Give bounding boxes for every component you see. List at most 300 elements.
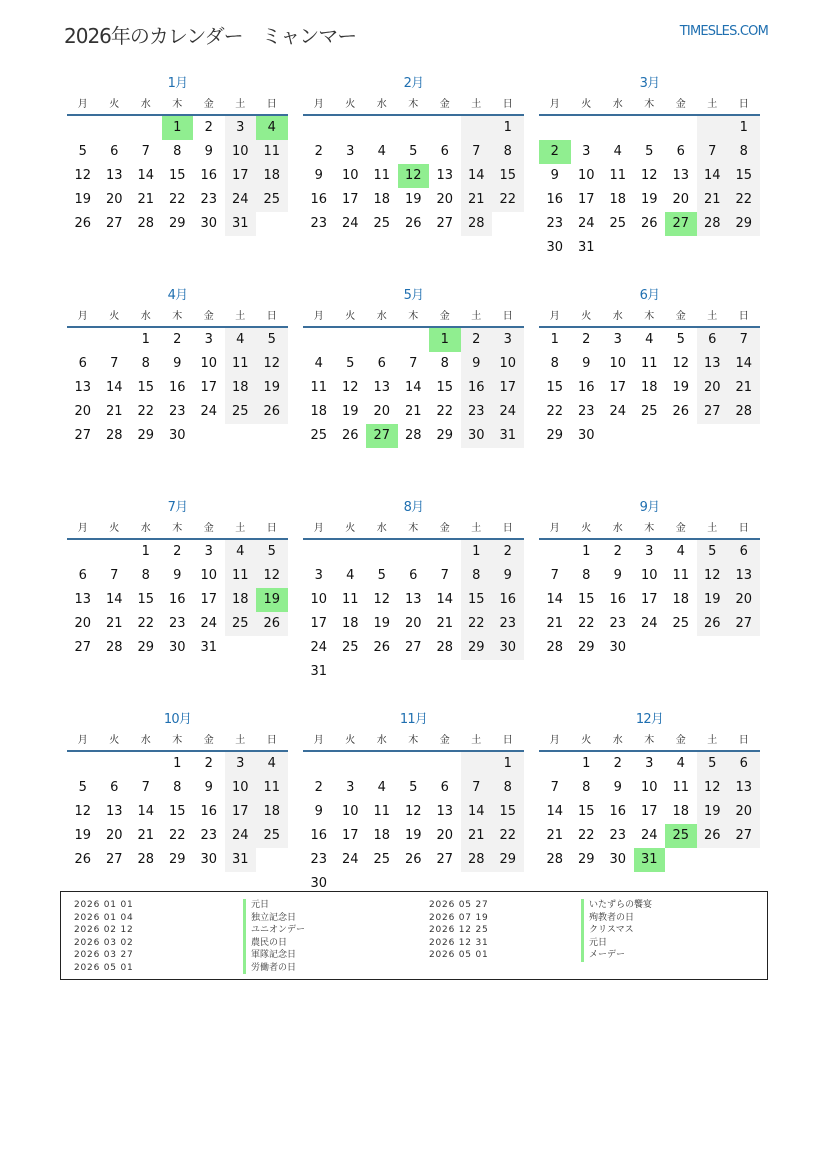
weekday-label: 日 bbox=[738, 99, 749, 110]
day-cell: 1 bbox=[141, 544, 150, 559]
day-cell: 13 bbox=[74, 592, 92, 607]
month-block bbox=[67, 74, 288, 286]
weekday-label: 月 bbox=[313, 99, 324, 110]
weekday-label: 水 bbox=[376, 523, 387, 534]
weekday-header bbox=[539, 306, 760, 328]
month-title: 3月 bbox=[639, 76, 660, 91]
day-cell: 22 bbox=[577, 828, 595, 843]
day-cell: 17 bbox=[492, 376, 524, 400]
holiday-date: 2026 03 27 bbox=[74, 950, 134, 960]
weekday-label: 土 bbox=[235, 311, 246, 322]
day-cell: 30 bbox=[168, 428, 186, 443]
day-cell: 18 bbox=[609, 192, 627, 207]
empty-cell bbox=[665, 116, 697, 140]
month-title: 5月 bbox=[403, 288, 424, 303]
month-block bbox=[67, 286, 288, 498]
day-cell: 26 bbox=[404, 216, 422, 231]
day-cell: 23 bbox=[577, 404, 595, 419]
day-cell: 7 bbox=[550, 780, 559, 795]
empty-cell bbox=[130, 116, 162, 140]
day-cell: 14 bbox=[728, 352, 760, 376]
day-cell: 23 bbox=[310, 216, 328, 231]
day-cell: 29 bbox=[577, 852, 595, 867]
weekday-label: 日 bbox=[266, 523, 277, 534]
weekday-label: 日 bbox=[738, 735, 749, 746]
weekday-label: 水 bbox=[612, 99, 623, 110]
day-cell: 16 bbox=[609, 592, 627, 607]
day-cell: 3 bbox=[225, 752, 257, 776]
weekday-label: 日 bbox=[738, 311, 749, 322]
weekday-label: 月 bbox=[313, 311, 324, 322]
day-cell: 28 bbox=[137, 852, 155, 867]
day-cell: 6 bbox=[377, 356, 386, 371]
month-block bbox=[303, 74, 524, 286]
day-cell: 21 bbox=[105, 404, 123, 419]
day-cell: 15 bbox=[168, 168, 186, 183]
day-cell: 30 bbox=[461, 424, 493, 448]
month-block bbox=[67, 498, 288, 710]
day-cell: 19 bbox=[404, 828, 422, 843]
day-cell: 2 bbox=[204, 756, 213, 771]
weekday-label: 土 bbox=[471, 99, 482, 110]
day-cell: 18 bbox=[640, 380, 658, 395]
weekday-label: 木 bbox=[408, 311, 419, 322]
day-grid bbox=[303, 752, 524, 896]
weekday-label: 日 bbox=[502, 99, 513, 110]
day-cell: 5 bbox=[256, 328, 288, 352]
day-cell: 16 bbox=[461, 376, 493, 400]
day-cell: 23 bbox=[609, 828, 627, 843]
day-cell: 30 bbox=[168, 640, 186, 655]
day-cell: 26 bbox=[697, 612, 729, 636]
day-cell: 24 bbox=[225, 188, 257, 212]
day-cell: 20 bbox=[105, 828, 123, 843]
day-cell: 4 bbox=[645, 332, 654, 347]
day-cell: 15 bbox=[728, 164, 760, 188]
day-cell: 11 bbox=[373, 804, 391, 819]
day-cell: 4 bbox=[377, 144, 386, 159]
day-cell: 17 bbox=[609, 380, 627, 395]
day-cell: 18 bbox=[341, 616, 359, 631]
day-cell: 5 bbox=[377, 568, 386, 583]
weekday-header bbox=[303, 730, 524, 752]
day-cell: 22 bbox=[436, 404, 454, 419]
weekday-label: 木 bbox=[408, 735, 419, 746]
weekday-label: 土 bbox=[235, 99, 246, 110]
day-cell: 25 bbox=[341, 640, 359, 655]
weekday-label: 金 bbox=[203, 311, 214, 322]
day-grid bbox=[67, 328, 288, 448]
day-cell: 25 bbox=[373, 216, 391, 231]
day-cell: 3 bbox=[346, 780, 355, 795]
day-cell: 17 bbox=[225, 800, 257, 824]
day-cell: 18 bbox=[373, 828, 391, 843]
day-cell: 10 bbox=[225, 776, 257, 800]
day-cell: 9 bbox=[314, 168, 323, 183]
day-cell: 23 bbox=[200, 828, 218, 843]
day-cell: 10 bbox=[640, 568, 658, 583]
day-cell: 6 bbox=[676, 144, 685, 159]
holiday-name: 農民の日 bbox=[243, 937, 305, 950]
day-cell: 12 bbox=[697, 776, 729, 800]
weekday-label: 火 bbox=[581, 735, 592, 746]
day-cell: 26 bbox=[373, 640, 391, 655]
weekday-header bbox=[303, 518, 524, 540]
day-cell: 27 bbox=[74, 640, 92, 655]
day-cell: 1 bbox=[582, 756, 591, 771]
empty-cell bbox=[335, 540, 367, 564]
holiday-day-cell: 25 bbox=[665, 824, 697, 848]
day-cell: 8 bbox=[173, 780, 182, 795]
day-cell: 10 bbox=[341, 804, 359, 819]
day-cell: 4 bbox=[613, 144, 622, 159]
calendar-grid bbox=[67, 74, 761, 922]
holiday-date: 2026 01 04 bbox=[74, 912, 134, 923]
day-cell: 5 bbox=[676, 332, 685, 347]
holiday-date: 2026 03 02 bbox=[74, 937, 134, 948]
day-cell: 22 bbox=[728, 188, 760, 212]
weekday-label: 金 bbox=[675, 311, 686, 322]
holiday-day-cell: 1 bbox=[429, 328, 461, 352]
day-cell: 25 bbox=[609, 216, 627, 231]
day-cell: 20 bbox=[436, 828, 454, 843]
day-cell: 12 bbox=[256, 564, 288, 588]
day-cell: 15 bbox=[546, 380, 564, 395]
empty-cell bbox=[571, 116, 603, 140]
day-cell: 11 bbox=[672, 780, 690, 795]
day-cell: 27 bbox=[105, 216, 123, 231]
day-cell: 12 bbox=[74, 168, 92, 183]
day-cell: 13 bbox=[436, 168, 454, 183]
day-cell: 3 bbox=[645, 756, 654, 771]
day-cell: 14 bbox=[404, 380, 422, 395]
day-cell: 5 bbox=[697, 752, 729, 776]
day-cell: 7 bbox=[697, 140, 729, 164]
day-cell: 9 bbox=[173, 568, 182, 583]
day-cell: 23 bbox=[200, 192, 218, 207]
day-cell: 19 bbox=[697, 800, 729, 824]
holiday-name: ユニオンデー bbox=[243, 924, 305, 937]
day-cell: 1 bbox=[141, 332, 150, 347]
day-cell: 25 bbox=[672, 616, 690, 631]
empty-cell bbox=[99, 328, 131, 352]
day-cell: 6 bbox=[78, 356, 87, 371]
day-cell: 21 bbox=[404, 404, 422, 419]
day-cell: 31 bbox=[577, 240, 595, 255]
day-cell: 26 bbox=[697, 824, 729, 848]
day-cell: 7 bbox=[461, 140, 493, 164]
day-cell: 21 bbox=[436, 616, 454, 631]
weekday-header bbox=[303, 306, 524, 328]
day-cell: 16 bbox=[609, 804, 627, 819]
weekday-label: 木 bbox=[172, 523, 183, 534]
day-cell: 15 bbox=[577, 592, 595, 607]
day-cell: 6 bbox=[440, 144, 449, 159]
month-title: 2月 bbox=[403, 76, 424, 91]
weekday-label: 月 bbox=[549, 735, 560, 746]
day-cell: 26 bbox=[74, 852, 92, 867]
day-cell: 13 bbox=[672, 168, 690, 183]
day-cell: 2 bbox=[204, 120, 213, 135]
day-cell: 11 bbox=[310, 380, 328, 395]
day-cell: 16 bbox=[168, 380, 186, 395]
month-title: 10月 bbox=[163, 712, 192, 727]
weekday-label: 土 bbox=[707, 311, 718, 322]
day-cell: 16 bbox=[168, 592, 186, 607]
day-cell: 31 bbox=[225, 212, 257, 236]
holiday-name: 殉教者の日 bbox=[581, 912, 652, 925]
day-cell: 22 bbox=[168, 828, 186, 843]
day-cell: 6 bbox=[78, 568, 87, 583]
day-cell: 18 bbox=[672, 592, 690, 607]
day-cell: 8 bbox=[440, 356, 449, 371]
day-cell: 7 bbox=[409, 356, 418, 371]
day-cell: 30 bbox=[200, 216, 218, 231]
day-cell: 19 bbox=[74, 192, 92, 207]
day-cell: 19 bbox=[404, 192, 422, 207]
empty-cell bbox=[130, 752, 162, 776]
holiday-day-cell: 12 bbox=[398, 164, 430, 188]
day-cell: 1 bbox=[492, 116, 524, 140]
day-cell: 9 bbox=[173, 356, 182, 371]
day-cell: 15 bbox=[577, 804, 595, 819]
empty-cell bbox=[303, 540, 335, 564]
day-cell: 5 bbox=[346, 356, 355, 371]
day-cell: 26 bbox=[341, 428, 359, 443]
day-cell: 13 bbox=[105, 168, 123, 183]
day-cell: 18 bbox=[310, 404, 328, 419]
day-cell: 13 bbox=[436, 804, 454, 819]
weekday-label: 土 bbox=[235, 735, 246, 746]
day-cell: 2 bbox=[173, 544, 182, 559]
holiday-name: 元日 bbox=[581, 937, 652, 950]
day-cell: 10 bbox=[200, 568, 218, 583]
day-cell: 28 bbox=[546, 640, 564, 655]
empty-cell bbox=[99, 540, 131, 564]
holiday-date: 2026 02 12 bbox=[74, 925, 134, 935]
day-cell: 19 bbox=[341, 404, 359, 419]
empty-cell bbox=[67, 328, 99, 352]
weekday-label: 日 bbox=[738, 523, 749, 534]
month-title: 1月 bbox=[167, 76, 188, 91]
month-block bbox=[539, 498, 760, 710]
weekday-label: 火 bbox=[581, 523, 592, 534]
day-cell: 15 bbox=[137, 380, 155, 395]
day-cell: 29 bbox=[436, 428, 454, 443]
day-cell: 30 bbox=[609, 852, 627, 867]
day-cell: 14 bbox=[546, 804, 564, 819]
day-cell: 22 bbox=[461, 612, 493, 636]
day-cell: 6 bbox=[697, 328, 729, 352]
weekday-label: 火 bbox=[109, 735, 120, 746]
day-cell: 7 bbox=[440, 568, 449, 583]
day-cell: 3 bbox=[582, 144, 591, 159]
weekday-label: 月 bbox=[313, 735, 324, 746]
month-title: 6月 bbox=[639, 288, 660, 303]
day-cell: 15 bbox=[168, 804, 186, 819]
weekday-label: 金 bbox=[675, 523, 686, 534]
day-cell: 8 bbox=[728, 140, 760, 164]
day-cell: 25 bbox=[640, 404, 658, 419]
holiday-names-left bbox=[243, 899, 305, 974]
weekday-label: 日 bbox=[266, 311, 277, 322]
holiday-name: 元日 bbox=[243, 899, 305, 912]
weekday-label: 土 bbox=[235, 523, 246, 534]
day-cell: 1 bbox=[492, 752, 524, 776]
day-cell: 28 bbox=[436, 640, 454, 655]
day-grid bbox=[67, 752, 288, 872]
day-cell: 4 bbox=[676, 544, 685, 559]
day-cell: 20 bbox=[404, 616, 422, 631]
weekday-label: 水 bbox=[612, 523, 623, 534]
day-cell: 29 bbox=[546, 428, 564, 443]
day-cell: 4 bbox=[676, 756, 685, 771]
day-cell: 23 bbox=[168, 404, 186, 419]
weekday-label: 土 bbox=[471, 311, 482, 322]
weekday-label: 金 bbox=[675, 99, 686, 110]
day-cell: 12 bbox=[256, 352, 288, 376]
day-cell: 8 bbox=[141, 356, 150, 371]
day-cell: 11 bbox=[256, 140, 288, 164]
day-cell: 13 bbox=[74, 380, 92, 395]
day-cell: 10 bbox=[200, 356, 218, 371]
empty-cell bbox=[335, 116, 367, 140]
holiday-dates-right bbox=[429, 899, 489, 962]
month-title: 11月 bbox=[399, 712, 428, 727]
day-cell: 10 bbox=[609, 356, 627, 371]
empty-cell bbox=[67, 752, 99, 776]
empty-cell bbox=[539, 116, 571, 140]
holiday-day-cell: 19 bbox=[256, 588, 288, 612]
day-cell: 15 bbox=[492, 800, 524, 824]
day-cell: 18 bbox=[256, 164, 288, 188]
weekday-label: 月 bbox=[77, 311, 88, 322]
day-cell: 17 bbox=[341, 192, 359, 207]
day-cell: 20 bbox=[74, 404, 92, 419]
day-cell: 3 bbox=[613, 332, 622, 347]
day-cell: 24 bbox=[341, 216, 359, 231]
holiday-day-cell: 2 bbox=[539, 140, 571, 164]
weekday-label: 日 bbox=[266, 99, 277, 110]
day-cell: 10 bbox=[341, 168, 359, 183]
day-cell: 2 bbox=[582, 332, 591, 347]
day-cell: 17 bbox=[310, 616, 328, 631]
day-cell: 27 bbox=[74, 428, 92, 443]
holiday-date: 2026 12 31 bbox=[429, 937, 489, 948]
day-cell: 14 bbox=[546, 592, 564, 607]
day-cell: 11 bbox=[225, 352, 257, 376]
day-cell: 9 bbox=[492, 564, 524, 588]
empty-cell bbox=[398, 752, 430, 776]
day-cell: 21 bbox=[546, 828, 564, 843]
day-cell: 15 bbox=[137, 592, 155, 607]
day-cell: 3 bbox=[346, 144, 355, 159]
weekday-label: 水 bbox=[612, 735, 623, 746]
day-cell: 18 bbox=[256, 800, 288, 824]
day-cell: 2 bbox=[492, 540, 524, 564]
day-cell: 27 bbox=[697, 400, 729, 424]
weekday-label: 金 bbox=[203, 99, 214, 110]
weekday-label: 木 bbox=[644, 311, 655, 322]
weekday-label: 土 bbox=[471, 735, 482, 746]
day-cell: 9 bbox=[613, 780, 622, 795]
day-cell: 31 bbox=[492, 424, 524, 448]
day-cell: 29 bbox=[577, 640, 595, 655]
month-title: 9月 bbox=[639, 500, 660, 515]
holiday-day-cell: 4 bbox=[256, 116, 288, 140]
day-cell: 28 bbox=[546, 852, 564, 867]
day-cell: 23 bbox=[546, 216, 564, 231]
empty-cell bbox=[99, 116, 131, 140]
brand-link[interactable]: TIMESLES.COM bbox=[679, 24, 768, 39]
weekday-label: 水 bbox=[376, 311, 387, 322]
day-cell: 26 bbox=[404, 852, 422, 867]
weekday-label: 火 bbox=[581, 99, 592, 110]
day-cell: 14 bbox=[461, 800, 493, 824]
day-cell: 23 bbox=[168, 616, 186, 631]
empty-cell bbox=[429, 116, 461, 140]
weekday-label: 月 bbox=[549, 311, 560, 322]
day-cell: 11 bbox=[225, 564, 257, 588]
holiday-day-cell: 27 bbox=[366, 424, 398, 448]
empty-cell bbox=[366, 752, 398, 776]
day-cell: 2 bbox=[461, 328, 493, 352]
holiday-date: 2026 05 27 bbox=[429, 900, 489, 910]
day-cell: 21 bbox=[728, 376, 760, 400]
day-cell: 25 bbox=[225, 400, 257, 424]
day-cell: 3 bbox=[225, 116, 257, 140]
day-cell: 10 bbox=[310, 592, 328, 607]
weekday-label: 水 bbox=[140, 311, 151, 322]
day-cell: 10 bbox=[225, 140, 257, 164]
weekday-header bbox=[303, 94, 524, 116]
day-cell: 18 bbox=[225, 588, 257, 612]
day-cell: 9 bbox=[461, 352, 493, 376]
day-cell: 22 bbox=[492, 824, 524, 848]
day-cell: 1 bbox=[728, 116, 760, 140]
month-block bbox=[539, 74, 760, 286]
day-cell: 19 bbox=[640, 192, 658, 207]
day-grid bbox=[303, 540, 524, 684]
weekday-label: 月 bbox=[77, 735, 88, 746]
day-cell: 28 bbox=[137, 216, 155, 231]
empty-cell bbox=[539, 540, 571, 564]
day-cell: 28 bbox=[461, 212, 493, 236]
day-cell: 8 bbox=[582, 780, 591, 795]
day-cell: 22 bbox=[546, 404, 564, 419]
day-cell: 6 bbox=[110, 780, 119, 795]
day-cell: 18 bbox=[672, 804, 690, 819]
day-cell: 19 bbox=[373, 616, 391, 631]
day-grid bbox=[67, 116, 288, 236]
day-cell: 16 bbox=[310, 192, 328, 207]
day-cell: 29 bbox=[137, 428, 155, 443]
day-cell: 16 bbox=[492, 588, 524, 612]
day-cell: 27 bbox=[436, 216, 454, 231]
day-cell: 24 bbox=[341, 852, 359, 867]
day-cell: 4 bbox=[225, 540, 257, 564]
holiday-name: クリスマス bbox=[581, 924, 652, 937]
day-cell: 24 bbox=[609, 404, 627, 419]
month-title: 7月 bbox=[167, 500, 188, 515]
day-cell: 12 bbox=[640, 168, 658, 183]
day-grid bbox=[539, 116, 760, 260]
day-cell: 22 bbox=[492, 188, 524, 212]
day-cell: 29 bbox=[492, 848, 524, 872]
month-title: 12月 bbox=[635, 712, 664, 727]
day-cell: 9 bbox=[314, 804, 323, 819]
day-cell: 21 bbox=[137, 192, 155, 207]
